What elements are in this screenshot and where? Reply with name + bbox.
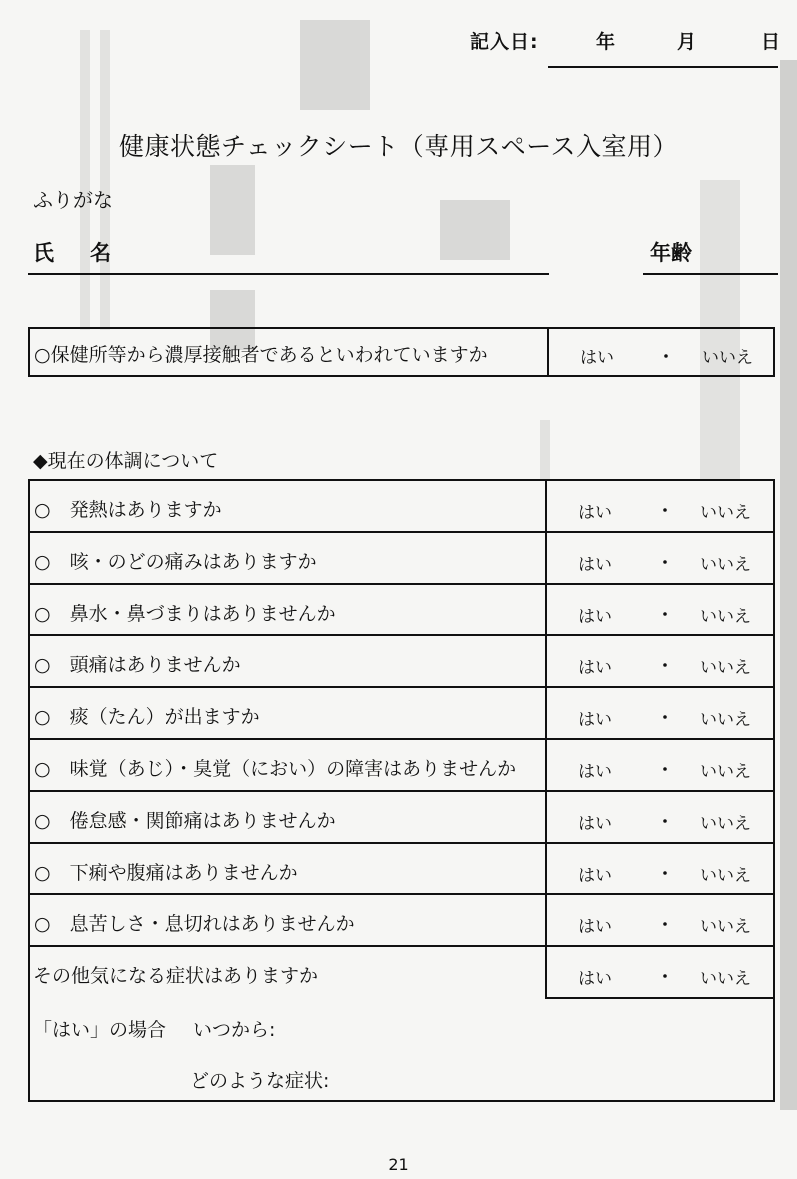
answer-separator: ・ [657,760,674,779]
answer-no[interactable]: いいえ [700,607,751,627]
age-underline [643,273,778,275]
date-month-label: 月 [677,31,697,53]
symptom-breathing: ○ 息苦しさ・息切れはありませんか [34,913,355,935]
answer-yes[interactable]: はい [580,348,614,368]
symptom-taste-smell: ○ 味覚（あじ）・臭覚（におい）の障害はありませんか [34,758,517,780]
date-day-label: 日 [761,31,781,53]
bleed-through-shape [440,200,510,260]
row-divider [28,634,775,636]
symptom-runny-nose: ○ 鼻水・鼻づまりはありませんか [34,603,336,625]
bleed-through-shape [300,20,370,110]
answer-separator: ・ [657,656,674,675]
since-when-field[interactable]: いつから: [193,1019,276,1041]
answer-separator: ・ [657,553,674,572]
symptom-detail-field[interactable]: どのような症状: [190,1070,330,1092]
row-divider [28,945,775,947]
answer-yes[interactable]: はい [578,866,612,886]
furigana-label: ふりがな [33,188,113,212]
answer-yes[interactable]: はい [578,503,612,523]
answer-separator: ・ [657,864,674,883]
answer-yes[interactable]: はい [578,814,612,834]
answer-yes[interactable]: はい [578,710,612,730]
answer-separator: ・ [657,812,674,831]
date-underline [548,66,778,68]
symptom-diarrhea: ○ 下痢や腹痛はありませんか [34,862,298,884]
page-title: 健康状態チェックシート（専用スペース入室用） [118,132,678,161]
answer-separator: ・ [657,915,674,934]
answer-yes[interactable]: はい [578,917,612,937]
entry-date-label: 記入日: [470,31,539,53]
page-number: 21 [388,1155,409,1174]
row-divider [28,583,775,585]
name-underline [28,273,549,275]
bleed-through-shape [100,30,110,330]
answer-separator: ・ [657,967,674,986]
row-divider [28,893,775,895]
row-divider [28,842,775,844]
answer-no[interactable]: いいえ [700,710,751,730]
bleed-through-shape [780,60,797,1110]
section-heading: ◆現在の体調について [33,450,219,472]
age-label: 年齢 [650,241,692,265]
answer-no[interactable]: いいえ [700,917,751,937]
answer-no[interactable]: いいえ [700,969,751,989]
contact-question: ○保健所等から濃厚接触者であるといわれていますか [34,344,488,366]
answer-no[interactable]: いいえ [700,762,751,782]
symptom-headache: ○ 頭痛はありませんか [34,654,241,676]
answer-yes[interactable]: はい [578,762,612,782]
answer-no[interactable]: いいえ [700,866,751,886]
answer-separator: ・ [657,501,674,520]
table-answer-bottom [545,997,775,999]
answer-yes[interactable]: はい [578,658,612,678]
answer-no[interactable]: いいえ [700,555,751,575]
answer-yes[interactable]: はい [578,555,612,575]
answer-no[interactable]: いいえ [700,814,751,834]
bleed-through-shape [210,165,255,255]
answer-separator: ・ [657,708,674,727]
bleed-through-shape [80,30,90,330]
symptom-cough: ○ 咳・のどの痛みはありますか [34,551,317,573]
symptom-other: その他気になる症状はありますか [33,965,319,987]
date-year-label: 年 [596,31,616,53]
bleed-through-shape [540,420,550,480]
answer-separator: ・ [658,347,675,366]
name-label: 氏名 [33,241,147,265]
symptom-fatigue: ○ 倦怠感・関節痛はありませんか [34,810,336,832]
answer-separator: ・ [657,605,674,624]
contact-divider [547,327,549,377]
answer-yes[interactable]: はい [578,969,612,989]
symptom-phlegm: ○ 痰（たん）が出ますか [34,706,260,728]
row-divider [28,531,775,533]
if-yes-label: 「はい」の場合 [33,1019,167,1041]
row-divider [28,790,775,792]
table-footer-border [773,997,775,1102]
symptom-fever: ○ 発熱はありますか [34,499,222,521]
answer-no[interactable]: いいえ [700,658,751,678]
answer-no[interactable]: いいえ [702,348,753,368]
answer-no[interactable]: いいえ [700,503,751,523]
row-divider [28,686,775,688]
row-divider [28,738,775,740]
answer-yes[interactable]: はい [578,607,612,627]
